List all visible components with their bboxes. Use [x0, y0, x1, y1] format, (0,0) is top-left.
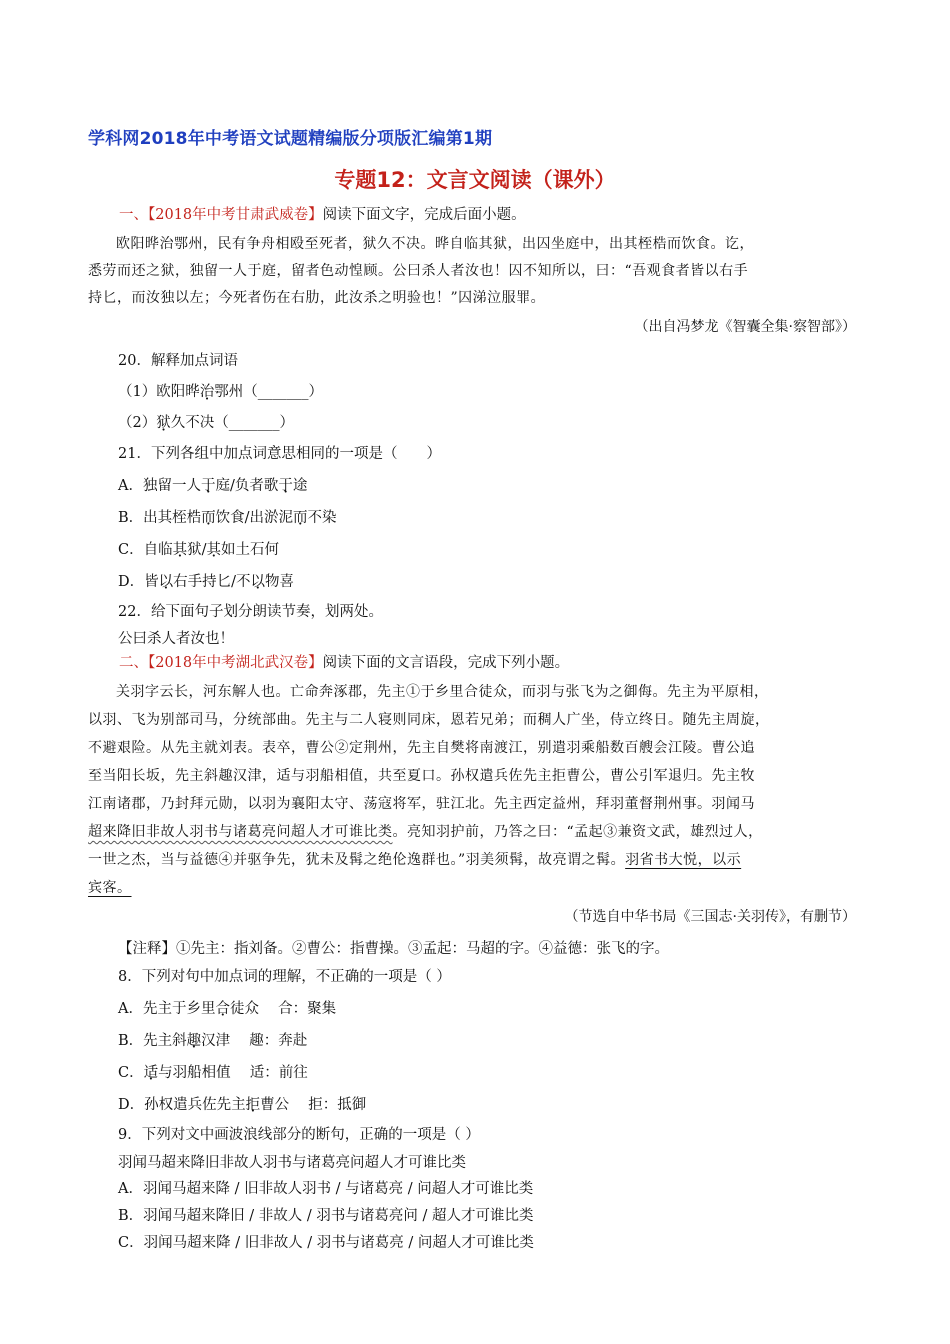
text: 一世之杰，当与益德④并驱争先，犹未及髯之绝伦逸群也。”羽美须髯，故亮谓之髯。	[88, 852, 626, 868]
text: 饮食/出淤泥	[215, 510, 294, 526]
text: 物喜	[265, 574, 295, 590]
underlined-text: 宾客。	[88, 880, 132, 896]
text: 不染	[307, 510, 337, 526]
passage-line: 江南诸郡，乃封拜元勋，以羽为襄阳太守、荡寇将军，驻江北。先主西定益州，拜羽董督荆州事。羽闻马	[88, 796, 755, 812]
option-a: A．羽闻马超来降 / 旧非故人羽书 / 与诸葛亮 / 问超人才可谁比类	[118, 1181, 534, 1197]
passage-line: 至当阳长坂，先主斜趣汉津，适与羽船相值，共至夏口。孙权遣兵佐先主拒曹公，曹公引军退归。先主牧	[88, 768, 755, 784]
passage-line: 不避艰险。从先主就刘表。表卒，曹公②定荆州，先主自樊将南渡江，别遣羽乘船数百艘会江陵。曹公追	[88, 740, 755, 756]
text: 狱/	[187, 542, 207, 558]
answer-blank: 久不决（_______）	[170, 415, 294, 431]
text: C．	[118, 1065, 144, 1081]
dotted-word: 狱	[156, 415, 171, 431]
text: 庭/负者歌	[215, 478, 279, 494]
passage-line: 以羽、飞为别部司马，分统部曲。先主与二人寝则同床，恩若兄弟；而稠人广坐，侍立终日。随先主周旋，	[88, 712, 770, 728]
document-body	[88, 204, 862, 1257]
passage-line: 关羽字云长，河东解人也。亡命奔涿郡，先主①于乡里合徒众，而羽与张飞为之御侮。先主为平原相，	[116, 684, 769, 700]
option-d	[88, 1089, 862, 1121]
passage-line	[88, 846, 862, 874]
text: D．皆	[118, 574, 159, 590]
dotted-word: 合	[215, 1001, 230, 1017]
topic-title: 专题12：文言文阅读（课外）	[334, 168, 616, 192]
option-b: B．羽闻马超来降旧 / 非故人 / 羽书与诸葛亮问 / 超人才可谁比类	[118, 1208, 534, 1224]
exam-source: 【2018年中考湖北武汉卷】	[148, 655, 323, 671]
text: （2）	[118, 415, 157, 431]
passage-line: 持匕，而汝独以左；今死者伤在右肋，此汝杀之明验也！”囚涕泣服罪。	[88, 290, 546, 306]
answer-blank: 鄂州（_______）	[214, 384, 323, 400]
passage-line	[88, 818, 862, 846]
text: （1）欧阳晔	[118, 384, 200, 400]
instruction: 阅读下面的文言语段，完成下列小题。	[322, 655, 570, 671]
dotted-word: 而	[201, 510, 216, 526]
text: 如土石何	[221, 542, 279, 558]
series-title: 学科网2018年中考语文试题精编版分项版汇编第1期	[88, 129, 493, 149]
option-a	[88, 470, 862, 502]
question-22: 22．给下面句子划分朗读节奏，划两处。	[118, 604, 383, 620]
dotted-word: 趣	[186, 1033, 202, 1049]
dotted-word: 以	[250, 574, 266, 590]
option-a	[88, 993, 862, 1025]
text: 与羽船相值 适：前往	[158, 1065, 308, 1081]
wavy-underlined-text: 超来降旧非故人羽书与诸葛亮问超人才可谁比类	[88, 824, 393, 840]
option-c	[88, 1057, 862, 1089]
text: 途	[292, 478, 308, 494]
passage-line	[88, 874, 862, 902]
section-1-heading	[119, 204, 862, 226]
question-20-item-1	[88, 377, 862, 408]
passage-line: 欧阳晔治鄂州，民有争舟相殴至死者，狱久不决。晔自临其狱，出囚坐庭中，出其桎梏而饮食。讫，	[116, 236, 754, 252]
option-c	[88, 534, 862, 566]
option-b	[88, 1025, 862, 1057]
text: 汉津 趣：奔赴	[201, 1033, 308, 1049]
option-c: C．羽闻马超来降 / 旧非故人 / 羽书与诸葛亮 / 问超人才可谁比类	[118, 1235, 534, 1251]
dotted-word: 其	[206, 542, 221, 558]
question-21: 21．下列各组中加点词意思相同的一项是（ ）	[118, 446, 441, 462]
passage-source: （节选自中华书局《三国志·关羽传》，有删节）	[564, 909, 856, 925]
dotted-word: 其	[172, 542, 188, 558]
annotation-note: 【注释】①先主：指刘备。②曹公：指曹操。③孟起：马超的字。④益德：张飞的字。	[118, 941, 669, 957]
underlined-text: 羽省书大悦，以示	[625, 852, 742, 868]
dotted-word: 适	[143, 1065, 159, 1081]
text: 右手持匕/不	[173, 574, 251, 590]
dotted-word: 于	[278, 478, 293, 494]
passage-line: 悉劳而还之狱，独留一人于庭，留者色动惶顾。公曰杀人者汝也！囚不知所以，曰：“吾观食者皆以右手	[88, 263, 749, 279]
question-20: 20．解释加点词语	[118, 353, 238, 369]
text: 徒众 合：聚集	[229, 1001, 337, 1017]
dotted-word: 而	[293, 510, 308, 526]
question-9: 9．下列对文中画波浪线部分的断句，正确的一项是（ ）	[118, 1127, 480, 1143]
text: B．先主斜	[118, 1033, 187, 1049]
text: C．自临	[118, 542, 173, 558]
dotted-word: 于	[200, 478, 216, 494]
option-b	[88, 502, 862, 534]
dotted-word: 以	[158, 574, 174, 590]
passage-1	[88, 231, 862, 312]
section-number: 一、	[119, 207, 148, 223]
section-2-heading	[119, 652, 862, 674]
text: 曹公 拒：抵御	[260, 1097, 367, 1113]
dotted-word: 拒	[245, 1097, 261, 1113]
text: A．先主于乡里	[118, 1001, 216, 1017]
question-22-sentence: 公曰杀人者汝也！	[118, 631, 234, 647]
text: D．孙权遣兵佐先主	[118, 1097, 246, 1113]
question-9-sentence: 羽闻马超来降旧非故人羽书与诸葛亮问超人才可谁比类	[118, 1155, 466, 1171]
text: A．独留一人	[118, 478, 201, 494]
instruction: 阅读下面文字，完成后面小题。	[322, 207, 526, 223]
text: B．出其桎梏	[118, 510, 202, 526]
passage-source: （出自冯梦龙《智囊全集·察智部》）	[634, 319, 856, 335]
exam-source: 【2018年中考甘肃武威卷】	[148, 207, 323, 223]
option-d	[88, 566, 862, 598]
question-8: 8．下列对句中加点词的理解，不正确的一项是（ ）	[118, 969, 451, 985]
passage-2	[88, 678, 862, 902]
text: 。亮知羽护前，乃答之曰：“孟起③兼资文武，雄烈过人，	[392, 824, 763, 840]
section-number: 二、	[119, 655, 148, 671]
dotted-word: 治	[199, 384, 215, 400]
